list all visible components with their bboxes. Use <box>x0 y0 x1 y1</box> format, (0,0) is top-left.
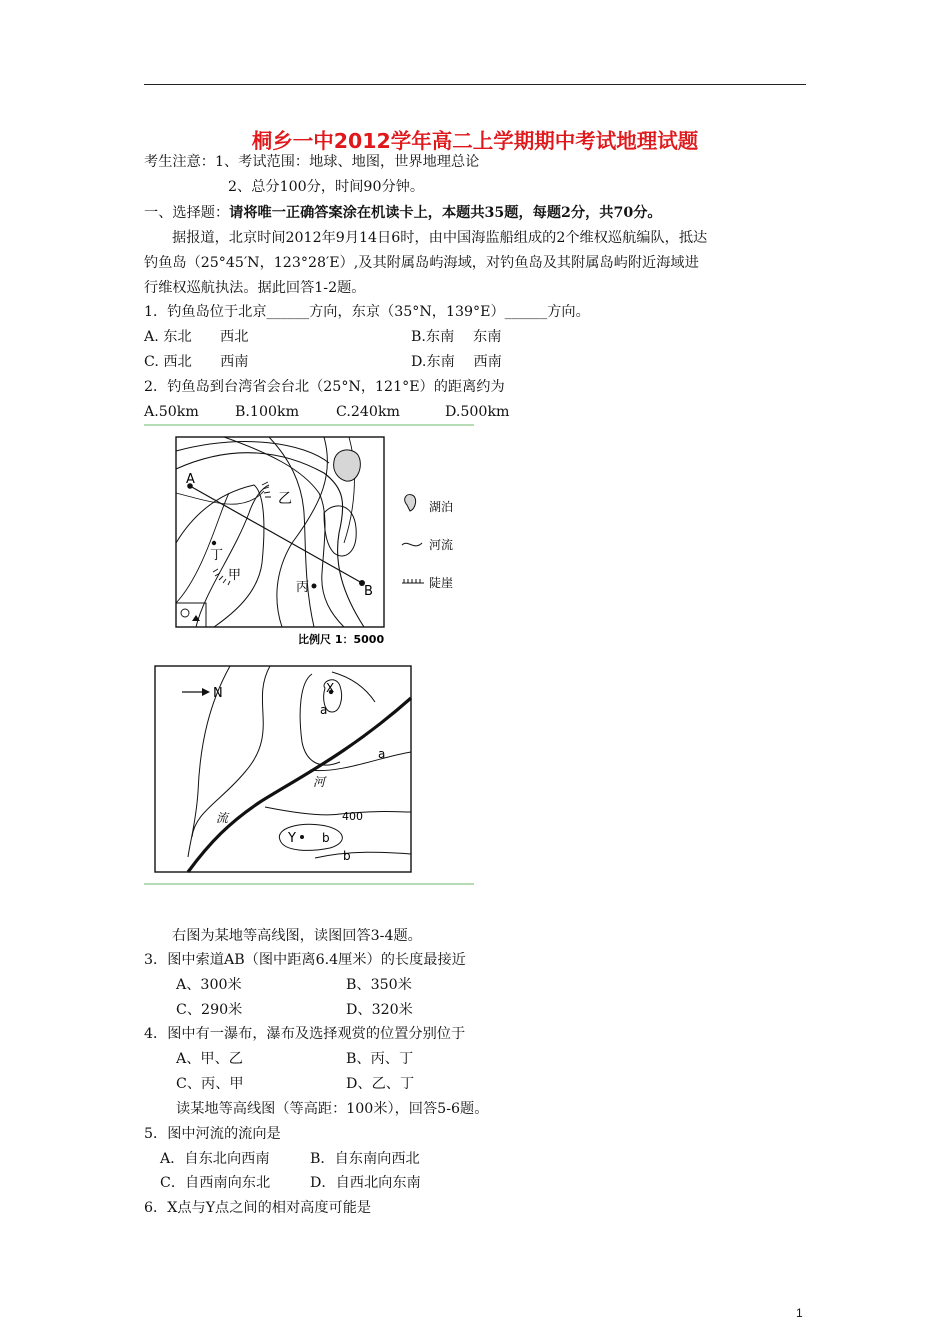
q1-option-a: A. 东北 西北 <box>144 329 249 345</box>
q5-stem: 5．图中河流的流向是 <box>144 1126 281 1142</box>
q5-option-d: D．自西北向东南 <box>310 1175 421 1191</box>
q2-option-b: B.100km <box>235 404 300 420</box>
q34-intro: 右图为某地等高线图，读图回答3-4题。 <box>172 928 422 944</box>
q1-option-b: B.东南 东南 <box>411 329 502 345</box>
q1-option-c: C. 西北 西南 <box>144 354 249 370</box>
page-title: 桐乡一中2012学年高二上学期期中考试地理试题 <box>251 129 699 153</box>
q5-option-c: C．自西南向东北 <box>160 1175 271 1191</box>
q5-option-b: B．自东南向西北 <box>310 1151 420 1167</box>
map1-label-b: B <box>364 584 373 599</box>
cliff-legend-icon <box>402 579 424 583</box>
map1-label-bing: 丙 <box>296 580 310 595</box>
river <box>188 698 411 872</box>
map2-label-400: 400 <box>342 810 363 823</box>
map2-label-a2: a <box>378 747 386 761</box>
notice-line-1: 考生注意：1、考试范围：地球、地图，世界地理总论 <box>144 154 480 170</box>
map2-label-y: Y <box>288 831 296 846</box>
q4-option-b: B、丙、丁 <box>346 1051 414 1067</box>
q2-option-d: D.500km <box>445 404 510 420</box>
passage-line-2: 钓鱼岛（25°45′N，123°28′E）,及其附属岛屿海域，对钓鱼岛及其附属岛屿附近海域进 <box>144 255 699 271</box>
contour-map-2 <box>150 662 420 882</box>
q1-option-d: D.东南 西南 <box>411 354 502 370</box>
q3-option-a: A、300米 <box>176 977 242 993</box>
q2-option-a: A.50km <box>144 404 199 420</box>
section-prefix: 一、选择题： <box>144 205 230 221</box>
map2-label-b1: b <box>322 831 330 845</box>
notice-line-2: 2、总分100分，时间90分钟。 <box>228 179 425 195</box>
section-instruction: 请将唯一正确答案涂在机读卡上，本题共35题，每题2分，共70分。 <box>229 205 662 221</box>
passage-line-1: 据报道，北京时间2012年9月14日6时，由中国海监船组成的2个维权巡航编队，抵达 <box>172 230 708 246</box>
map2-north: N <box>213 686 223 701</box>
contour-map-1 <box>174 433 474 649</box>
page-number: 1 <box>796 1306 803 1320</box>
map1-scale: 比例尺 1：5000 <box>298 633 385 646</box>
figure-divider-bottom <box>144 883 474 885</box>
q56-intro: 读某地等高线图（等高距：100米），回答5-6题。 <box>176 1101 489 1117</box>
lake-legend-icon <box>405 495 416 511</box>
map1-label-jia: 甲 <box>228 568 242 583</box>
q3-option-c: C、290米 <box>176 1002 243 1018</box>
q2-option-c: C.240km <box>336 404 400 420</box>
passage-line-3: 行维权巡航执法。据此回答1-2题。 <box>144 280 366 296</box>
map1-label-yi: 乙 <box>278 491 292 507</box>
q4-option-c: C、丙、甲 <box>176 1076 244 1092</box>
q5-option-a: A．自东北向西南 <box>160 1151 270 1167</box>
river-legend-icon <box>402 543 422 546</box>
legend-cliff: 陡崖 <box>429 576 454 590</box>
map2-label-liu: 流 <box>216 811 229 825</box>
q4-option-a: A、甲、乙 <box>176 1051 243 1067</box>
q4-stem: 4．图中有一瀑布，瀑布及选择观赏的位置分别位于 <box>144 1026 466 1042</box>
q3-option-b: B、350米 <box>346 977 412 993</box>
q4-option-d: D、乙、丁 <box>346 1076 415 1092</box>
header-rule <box>144 84 806 85</box>
figure-divider-top <box>144 424 474 426</box>
legend-lake: 湖泊 <box>429 500 454 514</box>
q2-stem: 2．钓鱼岛到台湾省会台北（25°N，121°E）的距离约为 <box>144 379 505 395</box>
map2-label-a1: a <box>320 703 328 717</box>
section-heading <box>144 204 662 222</box>
map1-label-ding: 丁 <box>210 548 224 563</box>
q3-option-d: D、320米 <box>346 1002 413 1018</box>
q6-stem: 6．X点与Y点之间的相对高度可能是 <box>144 1200 372 1216</box>
legend-river: 河流 <box>429 538 454 552</box>
q1-stem: 1．钓鱼岛位于北京______方向，东京（35°N，139°E）______方向。 <box>144 304 590 320</box>
q3-stem: 3．图中索道AB（图中距离6.4厘米）的长度最接近 <box>144 952 466 968</box>
map1-label-a: A <box>186 472 195 487</box>
map2-label-b2: b <box>343 849 351 863</box>
map2-label-x: X <box>326 681 335 695</box>
map2-label-he: 河 <box>313 775 326 789</box>
